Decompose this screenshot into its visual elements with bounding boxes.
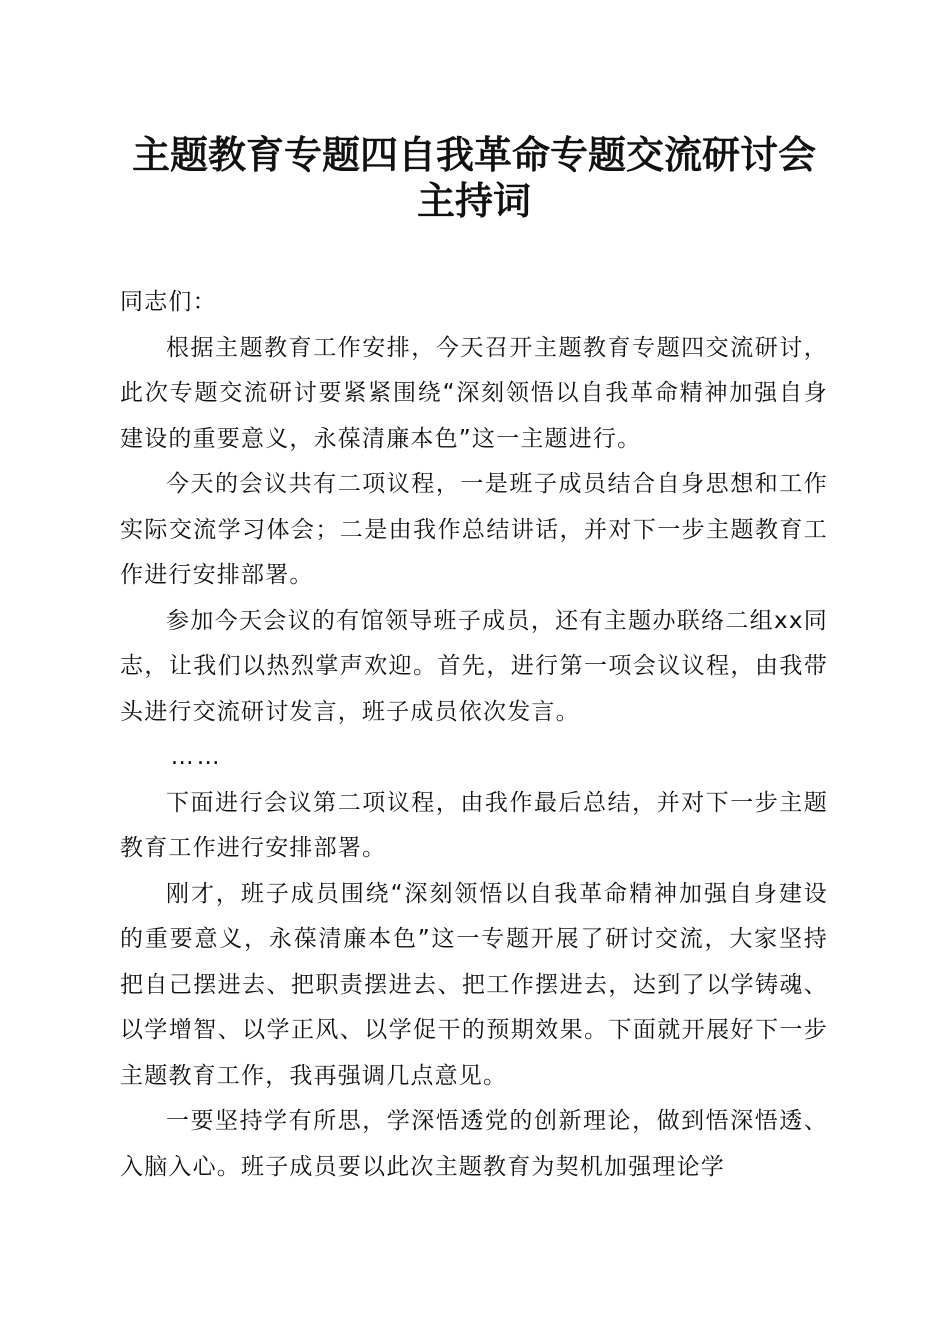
paragraph-second-item: 下面进行会议第二项议程，由我作最后总结，并对下一步主题教育工作进行安排部署。 [120, 789, 828, 861]
paragraph-ellipsis: …… [170, 744, 223, 770]
document-page [120, 132, 828, 1190]
paragraph-summary: 刚才，班子成员围绕“深刻领悟以自我革命精神加强自身建设的重要意义，永葆清廉本色”这一专题开展了研讨交流，大家坚持把自己摆进去、把职责摆进去、把工作摆进去，达到了以学铸魂、以学增智、以学正风、以学促干的预期效果。下面就开展好下一步主题教育工作，我再强调几点意见。 [120, 880, 828, 1089]
salutation: 同志们： [120, 289, 217, 315]
paragraph-agenda: 今天的会议共有二项议程，一是班子成员结合自身思想和工作实际交流学习体会；二是由我作总结讲话，并对下一步主题教育工作进行安排部署。 [120, 471, 828, 588]
paragraph-point-one: 一要坚持学有所思，学深悟透党的创新理论，做到悟深悟透、入脑入心。班子成员要以此次主题教育为契机加强理论学 [120, 1108, 828, 1180]
document-title: 主题教育专题四自我革命专题交流研讨会主持词 [131, 132, 816, 223]
paragraph-intro: 根据主题教育工作安排，今天召开主题教育专题四交流研讨，此次专题交流研讨要紧紧围绕“深刻领悟以自我革命精神加强自身建设的重要意义，永葆清廉本色”这一主题进行。 [120, 334, 828, 452]
paragraph-attendees: 参加今天会议的有馆领导班子成员，还有主题办联络二组xx同志，让我们以热烈掌声欢迎。首先，进行第一项会议议程，由我带头进行交流研讨发言，班子成员依次发言。 [120, 607, 828, 725]
document-body [120, 280, 828, 1190]
